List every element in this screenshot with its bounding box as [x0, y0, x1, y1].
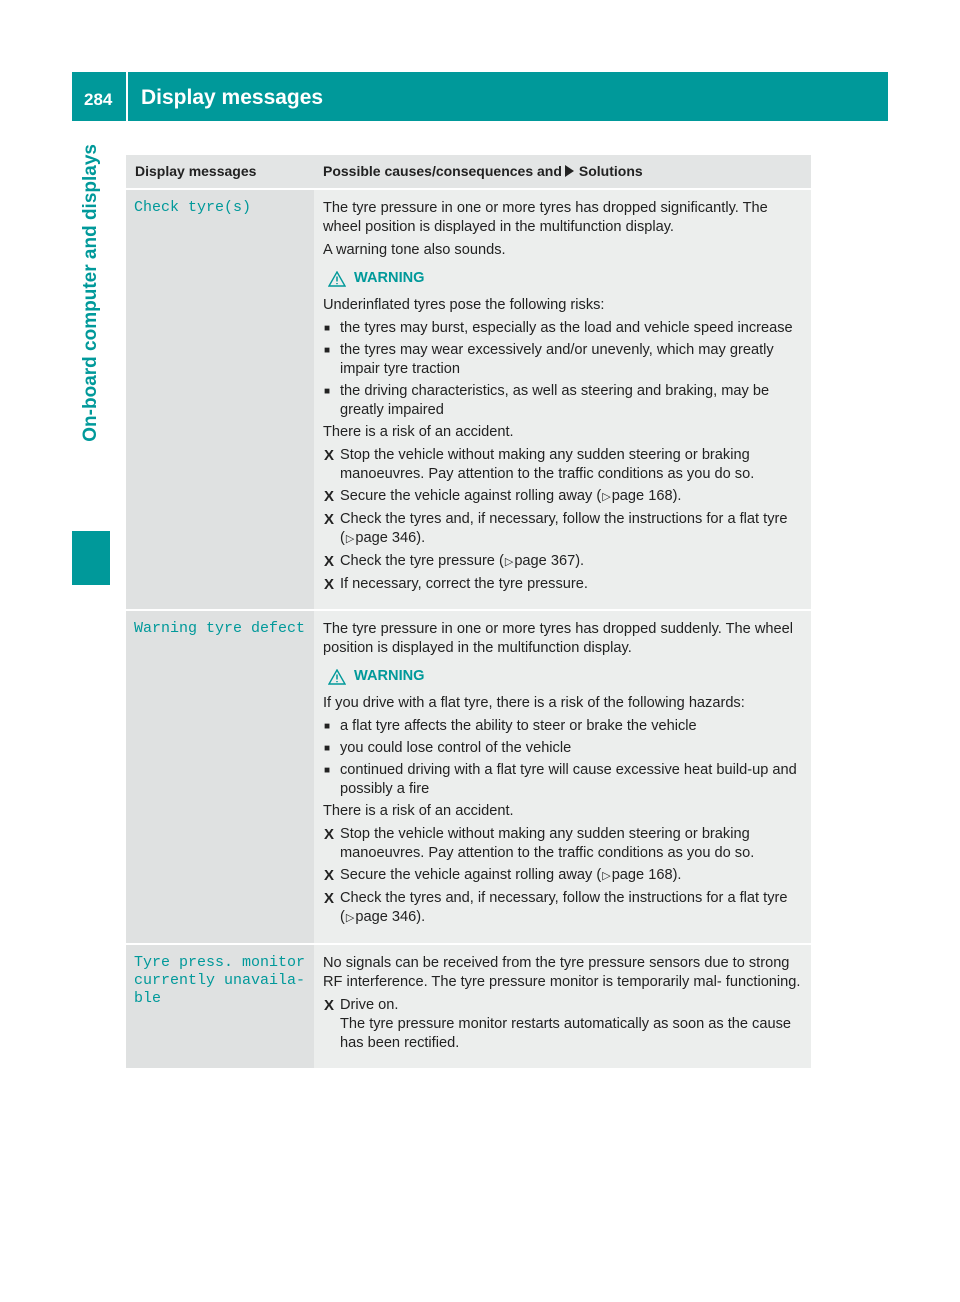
description-text: The tyre pressure in one or more tyres has dropped suddenly. The wheel position is displayed in the multifunction display.	[323, 621, 793, 656]
warning-heading	[323, 269, 804, 288]
step-text	[340, 446, 804, 484]
column-header-causes: Possible causes/consequences and	[323, 163, 562, 179]
bullet-marker-icon: ■	[324, 323, 331, 334]
column-header-messages: Display messages	[135, 163, 257, 179]
step-x-icon: X	[324, 447, 335, 464]
bullet-item	[323, 319, 804, 338]
bullet-item	[323, 717, 804, 736]
step-text	[340, 510, 804, 549]
table-header	[126, 155, 811, 188]
table-row	[126, 609, 811, 943]
step-x-icon: X	[324, 826, 335, 843]
step-text-main: Check the tyres and, if necessary, follow the instructions for a flat tyre (	[340, 511, 788, 546]
step-text	[340, 552, 584, 572]
display-message-text: ble	[134, 990, 162, 1007]
step-text-main: If necessary, correct the tyre pressure.	[340, 576, 588, 592]
page-ref-arrow-icon: ▷	[345, 533, 355, 545]
instruction-step	[323, 510, 804, 549]
bullet-marker-icon: ■	[324, 721, 331, 732]
page-reference: page 168	[611, 867, 673, 883]
step-x-icon: X	[324, 890, 335, 907]
step-text	[340, 889, 804, 928]
bullet-text: the driving characteristics, as well as steering and braking, may be greatly impaired	[340, 383, 770, 418]
instruction-step	[323, 575, 804, 594]
instruction-step	[323, 552, 804, 572]
display-message-text: currently unavaila‐	[134, 972, 306, 989]
step-text	[340, 996, 804, 1053]
bullet-item	[323, 341, 804, 379]
description-text: The tyre pressure in one or more tyres has dropped significantly. The wheel position is displayed in the multifunction display.	[323, 200, 768, 235]
table-row	[126, 188, 811, 609]
step-text	[340, 575, 588, 594]
section-tab-label: On-board computer and displays	[80, 144, 101, 442]
display-message-text: Check tyre(s)	[134, 199, 252, 216]
bullet-item	[323, 739, 804, 758]
bullet-item	[323, 761, 804, 799]
warning-label: WARNING	[354, 270, 425, 286]
section-marker-block	[72, 531, 110, 585]
risk-close-text: There is a risk of an accident.	[323, 803, 514, 819]
bullet-text: a flat tyre affects the ability to steer or brake the vehicle	[340, 718, 697, 734]
step-text-main: Drive on.	[340, 997, 399, 1013]
description-text: No signals can be received from the tyre pressure sensors due to strong RF interference. The tyre pressure monitor is temporarily mal- functioning.	[323, 955, 801, 990]
instruction-step	[323, 996, 804, 1053]
step-text	[340, 487, 681, 507]
display-message-cell	[126, 945, 314, 1068]
step-text-end: ).	[672, 488, 682, 504]
column-header-solutions	[314, 155, 811, 188]
page-reference: page 367	[514, 553, 576, 569]
risk-intro-text: If you drive with a flat tyre, there is a risk of the following hazards:	[323, 695, 745, 711]
instruction-step	[323, 446, 804, 484]
table-row	[126, 943, 811, 1068]
page-reference: page 346	[355, 909, 417, 925]
step-x-icon: X	[324, 576, 335, 593]
play-arrow-icon	[565, 165, 574, 177]
messages-table	[126, 155, 811, 1068]
step-text	[340, 825, 804, 863]
instruction-step	[323, 825, 804, 863]
instruction-step	[323, 889, 804, 928]
display-message-text: Warning tyre defect	[134, 620, 306, 637]
bullet-marker-icon: ■	[324, 386, 331, 397]
column-header-solutions-label: Solutions	[578, 163, 643, 179]
page-ref-arrow-icon: ▷	[345, 912, 355, 924]
step-text-main: Secure the vehicle against rolling away (	[340, 488, 602, 504]
bullet-marker-icon: ■	[324, 345, 331, 356]
step-note: The tyre pressure monitor restarts automatically as soon as the cause has been rectified.	[340, 1016, 791, 1051]
step-x-icon: X	[324, 553, 335, 570]
display-message-text: Tyre press. monitor	[134, 954, 306, 971]
step-text-main: Stop the vehicle without making any sudden steering or braking manoeuvres. Pay attention to the traffic conditions as you do so.	[340, 447, 755, 482]
step-text-end: ).	[416, 909, 426, 925]
step-x-icon: X	[324, 488, 335, 505]
solutions-cell	[314, 945, 811, 1068]
bullet-marker-icon: ■	[324, 743, 331, 754]
risk-intro-text: Underinflated tyres pose the following risks:	[323, 297, 605, 313]
page-ref-arrow-icon: ▷	[602, 491, 611, 503]
page-title: Display messages	[141, 86, 324, 109]
side-tab	[72, 130, 110, 585]
instruction-step	[323, 487, 804, 507]
page-number: 284	[84, 90, 113, 109]
step-text-end: ).	[672, 867, 682, 883]
solutions-cell	[314, 611, 811, 943]
step-x-icon: X	[324, 867, 335, 884]
instruction-step	[323, 866, 804, 886]
bullet-text: the tyres may burst, especially as the load and vehicle speed increase	[340, 320, 793, 336]
bullet-item	[323, 382, 804, 420]
solutions-cell	[314, 190, 811, 609]
step-text-end: ).	[416, 530, 426, 546]
warning-label: WARNING	[354, 668, 425, 684]
risk-close-text: There is a risk of an accident.	[323, 424, 514, 440]
page-reference: page 168	[611, 488, 673, 504]
display-message-cell	[126, 190, 314, 609]
step-text-main: Stop the vehicle without making any sudden steering or braking manoeuvres. Pay attention to the traffic conditions as you do so.	[340, 826, 755, 861]
step-x-icon: X	[324, 511, 335, 528]
step-x-icon: X	[324, 997, 335, 1014]
step-text-end: ).	[575, 553, 585, 569]
warning-heading	[323, 667, 804, 686]
bullet-marker-icon: ■	[324, 765, 331, 776]
warning-triangle-icon	[328, 669, 346, 685]
step-text-main: Check the tyres and, if necessary, follow the instructions for a flat tyre (	[340, 890, 788, 925]
step-text-main: Check the tyre pressure (	[340, 553, 504, 569]
warning-triangle-icon	[328, 271, 346, 287]
page-reference: page 346	[355, 530, 417, 546]
bullet-text: continued driving with a flat tyre will cause excessive heat build-up and possibly a fire	[340, 762, 797, 797]
step-text-main: Secure the vehicle against rolling away (	[340, 867, 602, 883]
step-text	[340, 866, 681, 886]
bullet-text: the tyres may wear excessively and/or unevenly, which may greatly impair tyre traction	[340, 342, 774, 377]
header-divider	[126, 72, 128, 121]
bullet-text: you could lose control of the vehicle	[340, 740, 572, 756]
page-ref-arrow-icon: ▷	[504, 556, 514, 568]
description-text: A warning tone also sounds.	[323, 242, 506, 258]
display-message-cell	[126, 611, 314, 943]
page-ref-arrow-icon: ▷	[602, 870, 611, 882]
